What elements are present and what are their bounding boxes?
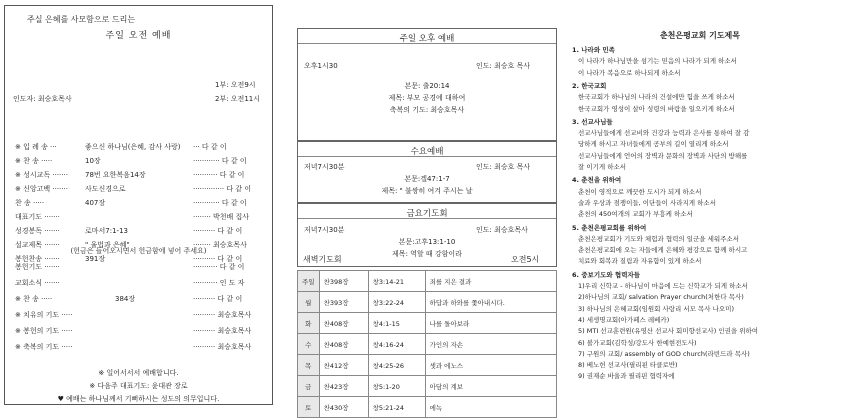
order-row: [15, 310, 265, 320]
order-name: 교회소식 ·······: [15, 279, 60, 287]
dawn-topic: 에녹: [425, 397, 556, 418]
order-name: ※ 입 례 송 ···: [15, 143, 57, 151]
order-row: [15, 170, 265, 180]
order-by: ·········· 최승호목사: [193, 327, 252, 335]
friday-sermon: 제목: 역할 때 강함이라: [392, 250, 462, 258]
dawn-text: 창4:1-15: [368, 313, 425, 334]
friday-time: 저녁7시30분: [304, 226, 345, 234]
prayer-item: 6) 볼가교회(김학성/강도사 한예현전도사): [578, 338, 697, 347]
order-content: 78번 요한복음14장: [85, 171, 146, 179]
order-content: 10장: [85, 157, 101, 165]
dawn-row: [298, 334, 557, 355]
order-row: [15, 294, 265, 304]
friday-text: 본문:고후13:1-10: [398, 238, 456, 246]
prayer-title: 춘천은평교회 기도제목: [659, 31, 741, 40]
dawn-day: 금: [298, 376, 320, 397]
prayer-item: 1)우리 신학교 - 하나님이 마음에 드는 신학교가 되게 하소서: [578, 282, 748, 290]
order-name: 성경봉독 ·······: [15, 227, 60, 235]
order-by: ········ 최승호목사: [193, 241, 247, 249]
prayer-heading: 5. 춘천은평교회를 위하여: [572, 223, 647, 232]
friday-leader: 인도: 최승호목사: [476, 226, 528, 234]
dawn-text: 창4:16-24: [368, 334, 425, 355]
prayer-heading: 1. 나라와 민족: [572, 46, 615, 54]
afternoon-sermon: 제목: 부모 공경에 대하여: [388, 94, 466, 102]
order-by: ··· 다 같 이: [193, 143, 227, 151]
dawn-day: 화: [298, 313, 320, 334]
wednesday-service-box: [297, 141, 557, 203]
order-by: ·········· 다 같 이: [193, 295, 243, 303]
morning-leader: 인도자: 최승호목사: [13, 95, 72, 103]
prayer-item: 잘 이기게 하소서: [578, 163, 627, 171]
order-name: ※ 봉헌의 기도 ·····: [15, 327, 73, 335]
order-name: 대표기도 ·······: [15, 213, 60, 221]
order-row: [15, 156, 265, 166]
dawn-hymn: 찬393장: [319, 292, 368, 313]
prayer-item: 9) 권재순 바울과 필리핀 협력자에: [578, 372, 675, 381]
prayer-item: 4) 세생명교회(아가페스 레베카): [578, 315, 670, 324]
order-row: [15, 326, 265, 336]
order-by: ·········· 최승호목사: [193, 311, 252, 319]
prayer-item: 술과 우상과 점쟁이들, 이단들이 사라지게 하소서: [578, 198, 716, 207]
order-name: 설교제목 ·······: [15, 241, 60, 249]
order-by: ·············· 다 같 이: [193, 185, 252, 193]
dawn-hymn: 찬430장: [319, 397, 368, 418]
dawn-text: 창5:1-20: [368, 376, 425, 397]
order-name: ※ 축복의 기도 ·····: [15, 343, 73, 351]
dawn-hymn: 찬398장: [319, 271, 368, 292]
order-content: 로마서7:1-13: [85, 227, 128, 235]
wednesday-text: 본문:겔47:1-7: [404, 175, 450, 183]
prayer-item: 선교사님들에게 언어의 장벽과 문화의 장벽과 사단의 방해를: [578, 151, 748, 160]
order-by: ·········· 다 같 이: [193, 255, 243, 263]
note-stand: ※ 일어서서서 예배합니다.: [98, 369, 179, 377]
order-content: 좋으신 하나님(은혜, 감사 사랑): [85, 143, 181, 151]
dawn-topic: 나를 돌아보라: [425, 313, 556, 334]
order-content: 사도신경으로: [85, 185, 126, 193]
prayer-item: 이 나라가 하나님만을 섬기는 믿음의 나라가 되게 하소서: [578, 57, 737, 66]
dawn-hymn: 찬408장: [319, 313, 368, 334]
morning-title: 주일 오전 예배: [105, 31, 172, 41]
order-row: [15, 184, 265, 194]
order-row: [15, 212, 265, 222]
dawn-row: [298, 397, 557, 418]
prayer-topics-panel: [560, 20, 840, 410]
dawn-hymn: 찬408장: [319, 334, 368, 355]
afternoon-prayer: 축복의 기도: 최승호목사: [389, 106, 465, 114]
prayer-item: 5) MTI 선교훈련원(유영산 선교사 회미향선교사) 인권을 위하여: [578, 327, 759, 336]
prayer-item: 춘천은평교회가 기도와 체험과 협력의 일군을 세워주소서: [578, 234, 740, 243]
divider: [298, 218, 556, 219]
order-by: ············ 다 같 이: [193, 199, 247, 207]
dawn-topic: 하답과 하와를 쫓아내시다.: [425, 292, 556, 313]
prayer-heading: 4. 춘천을 위하여: [572, 176, 622, 185]
order-row: [15, 226, 265, 236]
dawn-row: [298, 355, 557, 376]
order-name: 봉헌찬송 ·······: [15, 255, 60, 263]
dawn-row: [298, 292, 557, 313]
dawn-day: 월: [298, 292, 320, 313]
wednesday-title: 수요예배: [410, 147, 444, 157]
note-next-prayer: ※ 다음주 대표기도: 윤대관 장로: [89, 382, 188, 390]
order-name: ※ 성시교독 ·······: [15, 171, 68, 179]
order-name: ※ 신앙고백 ·······: [15, 185, 68, 193]
dawn-topic: 아담의 계보: [425, 376, 556, 397]
order-row: [15, 198, 265, 208]
order-name: ※ 치유의 기도 ·····: [15, 311, 73, 319]
service1-time: 1부: 오전9시: [215, 81, 256, 89]
order-content: 384장: [115, 295, 136, 303]
dawn-text: 창3:14-21: [368, 271, 425, 292]
wednesday-leader: 인도: 최승호 목사: [476, 163, 531, 171]
prayer-item: 선교사님들에게 선교비와 건강과 능력과 은사를 통하여 잘 감: [578, 129, 750, 138]
prayer-heading: 2. 한국교회: [572, 81, 607, 90]
offering-note: (헌금은 들어오시면서 헌금함에 넣어 주세요): [70, 247, 207, 255]
dawn-title: 새벽기도회: [303, 255, 342, 264]
dawn-text: 창5:21-24: [368, 397, 425, 418]
afternoon-service-box: [297, 28, 557, 141]
order-name: 봉헌기도 ·······: [15, 263, 60, 271]
divider: [298, 156, 556, 157]
dawn-time: 오전5시: [511, 255, 540, 264]
wednesday-time: 저녁7시30분: [304, 163, 345, 171]
order-by: ········ 박천배 집사: [193, 213, 250, 221]
prayer-heading: 3. 선교사님들: [572, 117, 613, 126]
dawn-day: 토: [298, 397, 320, 418]
order-content: 407장: [85, 199, 106, 207]
dawn-row: [298, 313, 557, 334]
note-duty: ♥ 예배는 하나님께서 기뻐하시는 성도의 의무입니다.: [57, 395, 220, 403]
order-name: ※ 찬 송 ·····: [15, 157, 53, 165]
order-row: [15, 342, 265, 352]
morning-header: 주실 은혜를 사모함으로 드리는: [27, 15, 136, 24]
prayer-item: 한국교회가 하나님의 나라의 건설에만 힘을 쓰게 하소서: [578, 93, 735, 102]
order-row: [15, 142, 265, 152]
dawn-schedule-table: [297, 270, 557, 418]
dawn-text: 창3:22-24: [368, 292, 425, 313]
services-panel: [297, 28, 557, 412]
order-name: ※ 찬 송 ·····: [15, 295, 53, 303]
prayer-item: 당하게 하시고 자녀들에게 공부의 길이 열리게 하소서: [578, 140, 729, 149]
prayer-item: 3) 하나님의 은혜교회(임원회 사랑리 서모 목사 나오미): [578, 304, 734, 313]
prayer-item: 7) 구원의 교회/ assembly of GOD church(라빈드라 목사): [578, 349, 750, 358]
wednesday-sermon: 제목: " 불쌍히 여겨 주시는 날: [381, 187, 473, 195]
dawn-hymn: 찬423장: [319, 376, 368, 397]
friday-title: 금요기도회: [406, 209, 448, 219]
dawn-day: 주일: [298, 271, 320, 292]
order-name: 찬 송 ·····: [15, 199, 45, 207]
order-by: ·········· 다 같 이: [193, 227, 243, 235]
dawn-topic: 가인의 자손: [425, 334, 556, 355]
dawn-row: [298, 271, 557, 292]
order-by: ··········· 다 같 이: [193, 171, 245, 179]
order-by: ············ 다 같 이: [193, 157, 247, 165]
divider: [298, 43, 556, 44]
morning-service-panel: [4, 5, 273, 405]
dawn-topic: 죄를 지은 결과: [425, 271, 556, 292]
prayer-item: 2)하나님의 교회/ salvation Prayer church(처한다 목사): [578, 293, 744, 302]
dawn-row: [298, 376, 557, 397]
order-by: ·········· 최승호목사: [193, 343, 252, 351]
prayer-item: 8) 베노헌 선교사(필리핀 타클로반): [578, 361, 678, 370]
order-by: ··········· 인 도 자: [193, 279, 245, 287]
afternoon-text: 본문: 출20:14: [404, 82, 450, 90]
dawn-hymn: 찬412장: [319, 355, 368, 376]
order-content: " 율법과 은혜": [85, 241, 130, 249]
dawn-text: 창4:25-26: [368, 355, 425, 376]
dawn-day: 목: [298, 355, 320, 376]
prayer-item: 춘천이 영적으로 깨끗한 도시가 되게 하소서: [578, 187, 702, 196]
dawn-topic: 셋과 에노스: [425, 355, 556, 376]
dawn-header: [297, 255, 557, 270]
order-by: ··········· 다 같 이: [193, 263, 245, 271]
order-content: 391장: [85, 255, 106, 263]
afternoon-title: 주일 오후 예배: [399, 34, 455, 44]
afternoon-leader: 인도: 최승호 목사: [476, 62, 531, 70]
service2-time: 2부: 오전11시: [215, 95, 260, 103]
prayer-item: 춘천은평교회에 오는 자들에게 은혜와 평강으로 함께 하시고: [578, 246, 748, 255]
prayer-item: 춘천의 450여개의 교회가 부흥케 하소서: [578, 210, 693, 219]
order-row: [15, 262, 265, 272]
order-row: [15, 278, 265, 288]
afternoon-time: 오후1시30: [304, 62, 338, 70]
prayer-heading: 6. 중보기도와 협력자들: [572, 270, 641, 279]
prayer-item: 한국교회가 영성이 살아 성령의 바람을 일으키게 하소서: [578, 104, 735, 113]
prayer-item: 치료와 회복과 질림과 자유함이 있게 하소서: [578, 257, 702, 266]
dawn-day: 수: [298, 334, 320, 355]
prayer-item: 이 나라가 복음으로 하나되게 하소서: [578, 68, 681, 77]
